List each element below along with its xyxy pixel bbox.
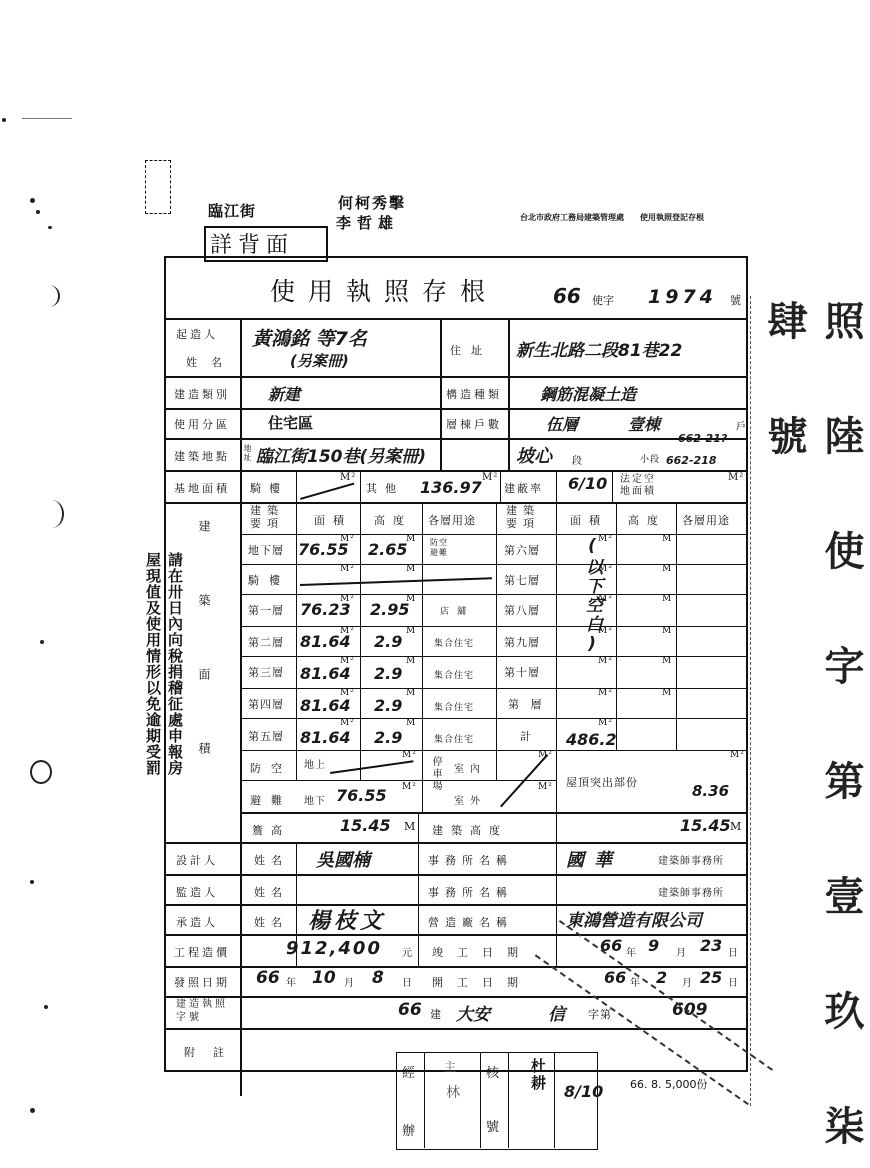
unit-m2: M² [598,718,613,728]
rule-v [418,812,419,842]
label-name: 姓名 [186,356,236,369]
permit-year: 66 [398,1000,422,1020]
basement-area: 76.55 [298,540,349,559]
scan-speck [48,226,52,229]
header-height-2: 高度 [628,514,666,527]
label-floor6: 第六層 [504,544,540,557]
rule-v [360,470,361,502]
rule [164,842,748,844]
completion-year: 66 [600,936,623,955]
label-architect-office-2: 建築師事務所 [658,888,724,899]
label-site-location: 建築地點 [174,450,230,463]
unit-m: M [406,656,417,666]
label-completion-date: 竣工日期 [432,946,532,959]
unit-m2: M² [598,688,613,698]
label-site-address-small: 地址 [243,444,252,462]
signoff-col3: 核 [486,1066,501,1081]
build-type-value: 新建 [268,385,301,404]
rule [164,408,748,410]
building-height-value: 15.45 [680,816,731,835]
label-floor2: 第二層 [248,636,284,649]
unit-m2: M² [598,626,613,636]
scan-speck [2,118,6,122]
header-area-2: 面積 [570,514,608,527]
label-permit-word: 建造執照字號 [176,999,228,1023]
label-yuan: 元 [402,948,413,959]
label-office-name-2: 事務所名稱 [428,886,513,899]
unit-m: M [662,688,673,698]
rule [240,750,748,751]
scan-arc [38,285,60,307]
handler-name-1: 何柯秀擊 [338,194,407,212]
label-roof-protrusion: 屋頂突出部份 [566,776,638,789]
unit-m: M [404,820,417,833]
rule [164,438,748,440]
header-floor-item-2: 建築要項 [506,504,540,530]
scan-line [22,118,72,119]
label-designer: 設計人 [176,854,218,867]
rule-v [612,470,613,502]
floor2-height: 2.9 [374,632,403,651]
scan-speck [30,198,35,203]
rule-v [360,502,361,780]
label-build-type: 建造類別 [174,388,230,401]
floor1-area: 76.23 [300,600,351,619]
rule-v [440,318,442,470]
unit-m2: M² [598,534,613,544]
permit-number: 1974 [648,286,717,308]
signoff-seal-2: 杜耕 [529,1058,547,1092]
construction-cost-value: 912,400 [286,938,382,959]
corner-seal-box [145,160,171,214]
label-day: 日 [728,948,739,959]
label-other: 其他 [366,482,404,495]
rule [164,470,748,472]
rule-v [496,502,497,780]
buildings-value: 壹棟 [628,415,661,434]
label-day: 日 [728,978,739,989]
blank-mark: (以下空白) [582,536,602,656]
unit-m2: M² [402,750,417,760]
floor1-use: 店舖 [440,607,475,617]
completion-day: 23 [700,936,723,955]
builder-note: (另案冊) [290,352,349,370]
side-stamp: 照 陸 使 字 第 壹 玖 柒 肆 號 [761,300,865,1159]
label-floor5: 第五層 [248,730,284,743]
unit-m: M [662,534,673,544]
scan-speck [44,1005,48,1009]
unit-m2: M² [340,472,357,483]
rule [164,376,748,378]
total-area: 486.2 [566,730,617,749]
unit-m2: M² [482,472,499,483]
unit-m2: M² [340,688,355,698]
lot-number-2: 662-218 [666,454,717,467]
floor5-use: 集合住宅 [434,735,475,745]
unit-m: M [730,820,743,833]
floor4-use: 集合住宅 [434,703,475,713]
label-architect-office: 建築師事務所 [658,856,724,867]
floor2-use: 集合住宅 [434,639,475,649]
scan-arc [30,760,52,784]
label-issue-date: 發照日期 [174,976,230,989]
label-builder: 起造人 [176,328,218,341]
site-address-value: 臨江街150巷(另案冊) [256,447,427,467]
rule-v [556,470,557,502]
label-total: 計 [520,730,532,743]
unit-m2: M² [402,782,417,792]
scan-arc [40,500,64,528]
rule-v [418,842,419,966]
rule-v [424,1052,425,1148]
basement-use: 防空避難 [430,538,448,557]
signoff-col2: 主 [444,1060,458,1074]
rule-v [554,1052,555,1148]
label-parking: 停車場 [430,756,441,792]
unit-m: M [406,534,417,544]
floors-value: 伍層 [546,415,579,434]
label-address: 住址 [450,344,492,357]
rule [240,780,556,781]
rule-v [508,1052,509,1148]
label-hu: 戶 [736,422,747,433]
signoff-col3c: 號 [486,1120,501,1135]
shelter-below-area: 76.55 [336,786,387,805]
label-construction-company: 營造廠名稱 [428,916,513,929]
label-evac: 避難 [250,794,292,807]
rule-v [296,502,297,780]
rule [240,718,748,719]
label-name-supervisor: 姓名 [254,886,288,899]
issue-day: 8 [372,968,384,988]
floor2-area: 81.64 [300,632,351,651]
rule-v [480,1052,481,1148]
signoff-mark: 8/10 [564,1082,604,1101]
rule-v [676,502,677,750]
hao-char: 號 [730,294,741,307]
rule-v [240,318,242,1096]
label-floor8: 第八層 [504,604,540,617]
label-indoor: 室內 [454,764,486,775]
label-use-zone: 使用分區 [174,418,230,431]
unit-m: M [406,626,417,636]
label-floor10: 第十層 [504,666,540,679]
basement-height: 2.65 [368,540,408,559]
floor3-use: 集合住宅 [434,671,475,681]
print-note: 66. 8. 5,000份 [630,1078,708,1091]
header-stamp-1: 台北市政府工務局建築管理處 [520,212,624,222]
label-jian: 建 [430,1008,442,1021]
label-year: 年 [286,978,297,989]
label-arcade: 騎樓 [250,482,288,495]
unit-m2: M² [538,782,553,792]
use-char: 使字 [592,294,614,307]
floor3-area: 81.64 [300,664,351,683]
floor4-height: 2.9 [374,696,403,715]
label-office-name: 事務所名稱 [428,854,513,867]
contractor-name: 楊枝文 [308,909,387,934]
construction-company-value: 東鴻營造有限公司 [566,911,702,931]
label-contractor: 承造人 [176,916,218,929]
detail-on-back-label: 詳背面 [210,233,295,258]
header-stamp-2: 使用執照登記存根 [640,212,704,222]
roof-area: 8.36 [692,782,730,800]
start-month: 2 [656,968,668,987]
label-month: 月 [676,948,687,959]
signoff-seal-1: 林 [446,1085,461,1101]
header-area: 面積 [314,514,352,527]
designer-name: 吳國楠 [316,850,370,871]
street-label: 臨江街 [208,202,257,220]
label-supervisor: 監造人 [176,886,218,899]
header-height: 高度 [374,514,412,527]
unit-m: M [662,594,673,604]
label-floor7: 第七層 [504,574,540,587]
rule [240,812,748,814]
completion-month: 9 [648,936,660,955]
label-building-area-block: 建築面積 [197,520,211,816]
address-value: 新生北路二段81巷22 [516,341,683,361]
label-base-area: 基地面積 [174,482,230,495]
rule-v [296,470,297,502]
rule-v [508,318,510,470]
unit-m: M [662,626,673,636]
rule [164,874,748,876]
unit-m2: M² [598,656,613,666]
label-outdoor: 室外 [454,796,486,807]
rule-v [422,502,423,812]
structure-type-value: 鋼筋混凝土造 [540,385,637,404]
label-floor-n: 第 層 [508,698,546,711]
label-arcade-row: 騎樓 [248,574,290,587]
floor5-area: 81.64 [300,728,351,747]
label-construction-cost: 工程造價 [174,946,230,959]
label-floor4: 第四層 [248,698,284,711]
eave-height-value: 15.45 [340,816,391,835]
signoff-col1: 經 [402,1066,417,1081]
start-day: 25 [700,968,723,987]
scan-speck [36,210,40,214]
label-floor9: 第九層 [504,636,540,649]
unit-m: M [406,718,417,728]
unit-m2: M² [538,750,553,760]
scan-speck [40,640,44,644]
label-remarks: 附註 [184,1046,242,1059]
header-usage-2: 各層用途 [682,514,730,527]
rule [164,318,748,320]
floor5-height: 2.9 [374,728,403,747]
use-zone-value: 住宅區 [268,414,314,432]
unit-m2: M² [730,750,745,760]
label-floor3: 第三層 [248,666,284,679]
label-month: 月 [682,978,693,989]
permit-no: 609 [672,1000,708,1020]
scan-speck [30,880,34,884]
unit-m: M [406,688,417,698]
permit-char: 信 [548,1005,565,1025]
label-shelter: 防空 [250,762,292,775]
unit-m2: M² [340,718,355,728]
issue-month: 10 [312,968,336,988]
handler-name-2: 李哲雄 [336,214,400,232]
unit-m2: M² [598,564,613,574]
other-area-value: 136.97 [420,478,482,497]
margin-note-left: 屋現值及使用情形以免逾期受罰 [144,552,162,776]
rule-v [556,502,557,812]
form-title: 使用執照存根 [270,277,499,306]
label-building-height: 建築高度 [432,824,508,837]
label-day: 日 [402,978,413,989]
start-year: 66 [604,968,627,987]
label-coverage: 建蔽率 [504,482,543,495]
unit-m: M [406,564,417,574]
side-stamp-border [750,296,823,1106]
floor3-height: 2.9 [374,664,403,683]
unit-m2: M² [728,472,745,483]
unit-m2: M² [340,534,355,544]
rule [164,934,748,936]
label-name-contractor: 姓名 [254,916,288,929]
site-section-value: 坡心 [516,446,552,467]
unit-m2: M² [340,626,355,636]
label-floors-units: 層棟戶數 [446,418,502,431]
lot-number-1: 662-21? [678,432,728,445]
permit-district: 大安 [456,1005,490,1025]
unit-m2: M² [598,594,613,604]
builder-name: 黃鴻銘 等7名 [252,328,367,350]
unit-m: M [662,564,673,574]
label-month: 月 [344,978,355,989]
designer-office: 國華 [566,850,622,871]
issue-year: 66 [256,968,280,988]
header-floor-item: 建築要項 [250,504,284,530]
floor4-area: 81.64 [300,696,351,715]
unit-m2: M² [340,656,355,666]
unit-m2: M² [340,594,355,604]
label-floor1: 第一層 [248,604,284,617]
rule-v [500,470,501,502]
label-legal-area: 法定空地面積 [620,474,656,497]
margin-note-right: 請在卅日內向稅捐稽征處申報房 [166,552,184,776]
unit-m2: M² [340,564,355,574]
label-start-date: 開工日期 [432,976,532,989]
label-below: 地下 [304,796,326,807]
label-duan: 段 [572,456,583,467]
coverage-value: 6/10 [568,474,608,493]
rule-v [616,502,617,750]
label-basement: 地下層 [248,544,284,557]
unit-m: M [406,594,417,604]
label-structure-type: 構造種類 [446,388,502,401]
unit-m: M [662,656,673,666]
year-no: 66 [553,284,581,308]
floor1-height: 2.95 [370,600,410,619]
header-usage: 各層用途 [428,514,476,527]
label-year: 年 [630,978,641,989]
scan-speck [30,1108,35,1113]
label-zi-di: 字第 [588,1008,612,1021]
label-eave-height: 簷高 [252,824,290,837]
signoff-col1b: 辦 [402,1124,417,1139]
label-name-designer: 姓名 [254,854,288,867]
label-above: 地上 [304,760,326,771]
label-year: 年 [626,948,637,959]
label-small-duan: 小段 [640,455,661,465]
